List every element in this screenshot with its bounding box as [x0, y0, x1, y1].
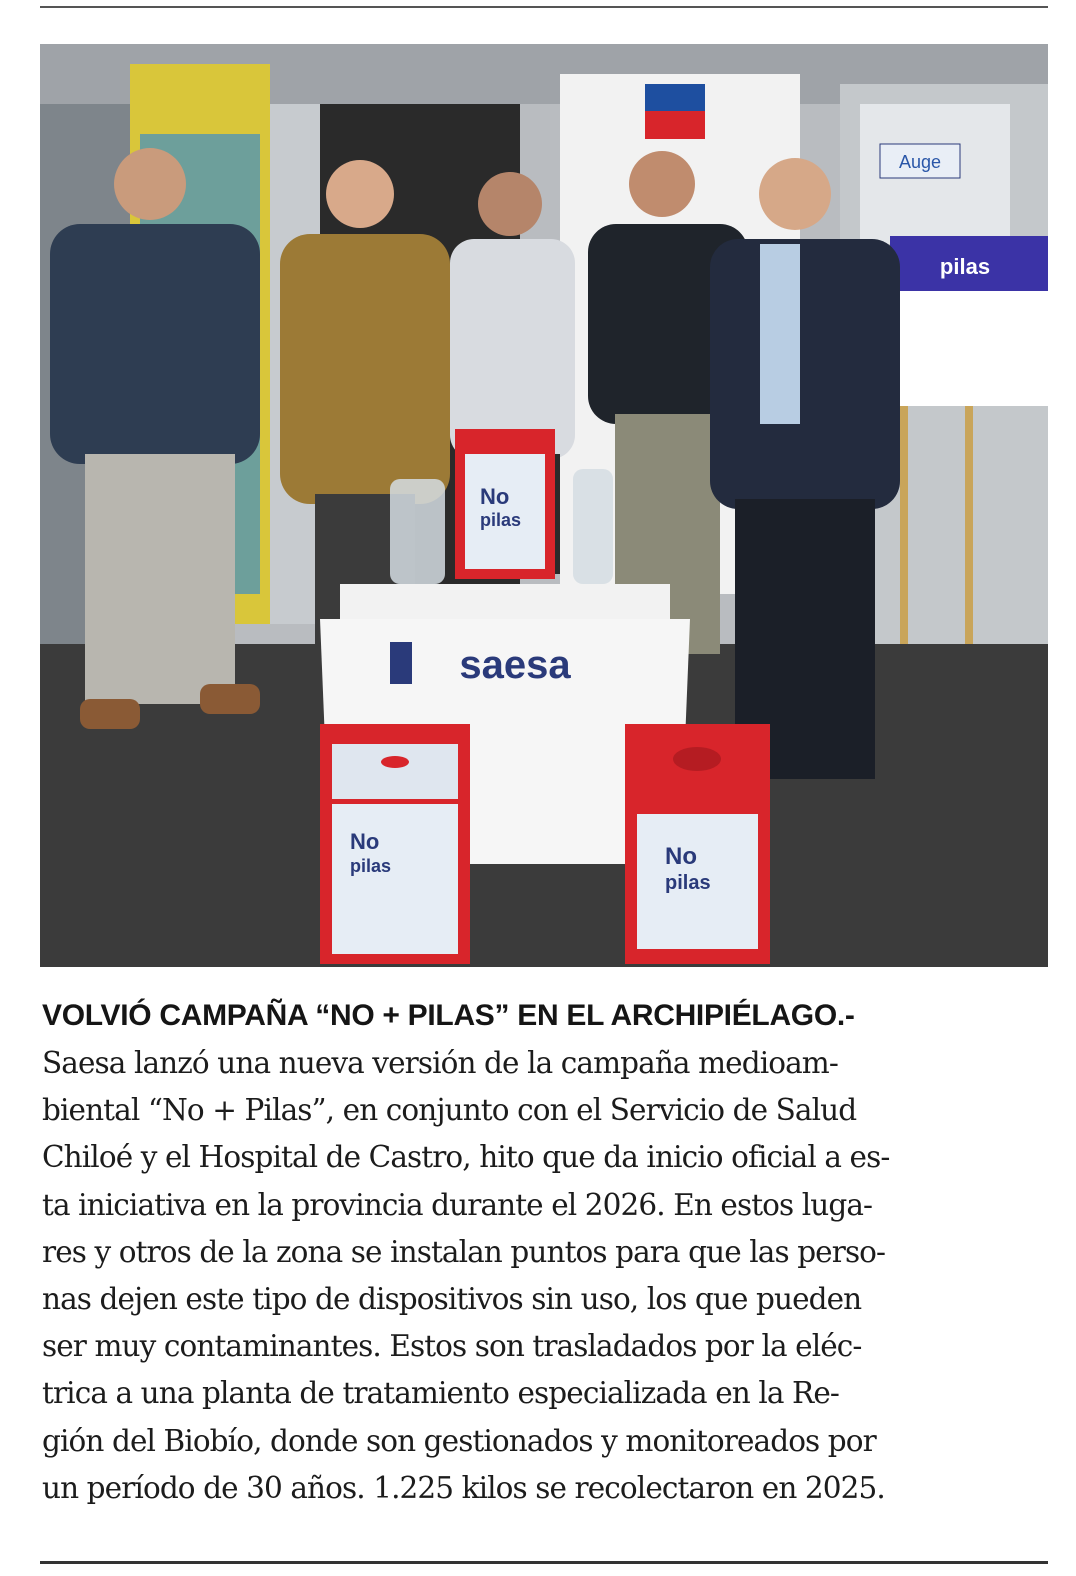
svg-text:No: No — [480, 484, 510, 509]
bottom-rule — [40, 1561, 1048, 1564]
caption-line: un período de 30 años. 1.225 kilos se recolectaron en 2025. — [42, 1470, 885, 1505]
svg-text:pilas: pilas — [480, 510, 522, 530]
auge-sign: Auge — [898, 152, 942, 172]
bucket-table — [455, 429, 555, 579]
bucket-right — [625, 724, 770, 964]
pilas-sign-text: pilas — [939, 254, 991, 279]
svg-text:pilas: pilas — [350, 856, 392, 876]
person-5 — [710, 158, 900, 779]
caption-line: biental “No + Pilas”, en conjunto con el Servicio de Salud — [42, 1093, 857, 1128]
caption-line: nas dejen este tipo de dispositivos sin uso, los que pueden — [42, 1282, 862, 1317]
svg-text:No: No — [350, 829, 380, 854]
bucket-left — [320, 724, 470, 964]
caption-line: Saesa lanzó una nueva versión de la campaña medioam- — [42, 1046, 838, 1080]
caption-line: Chiloé y el Hospital de Castro, hito que da inicio oficial a es- — [42, 1140, 890, 1175]
caption-headline: VOLVIÓ CAMPAÑA “NO + PILAS” EN EL ARCHIPIÉLAGO.- — [42, 999, 855, 1032]
svg-text:No: No — [665, 843, 697, 870]
news-photo — [40, 44, 1048, 967]
svg-text:pilas: pilas — [665, 872, 711, 894]
caption-line: trica a una planta de tratamiento especializada en la Re- — [42, 1376, 839, 1411]
caption-line: ser muy contaminantes. Estos son trasladados por la eléc- — [42, 1329, 862, 1364]
caption-line: ta iniciativa en la provincia durante el 2026. En estos luga- — [42, 1187, 873, 1222]
photo-caption — [42, 996, 1042, 1512]
caption-line: gión del Biobío, donde son gestionados y monitoreados por — [42, 1423, 876, 1458]
top-rule — [40, 6, 1048, 8]
caption-line: res y otros de la zona se instalan puntos para que las perso- — [42, 1234, 886, 1269]
saesa-logo: saesa — [459, 643, 571, 687]
